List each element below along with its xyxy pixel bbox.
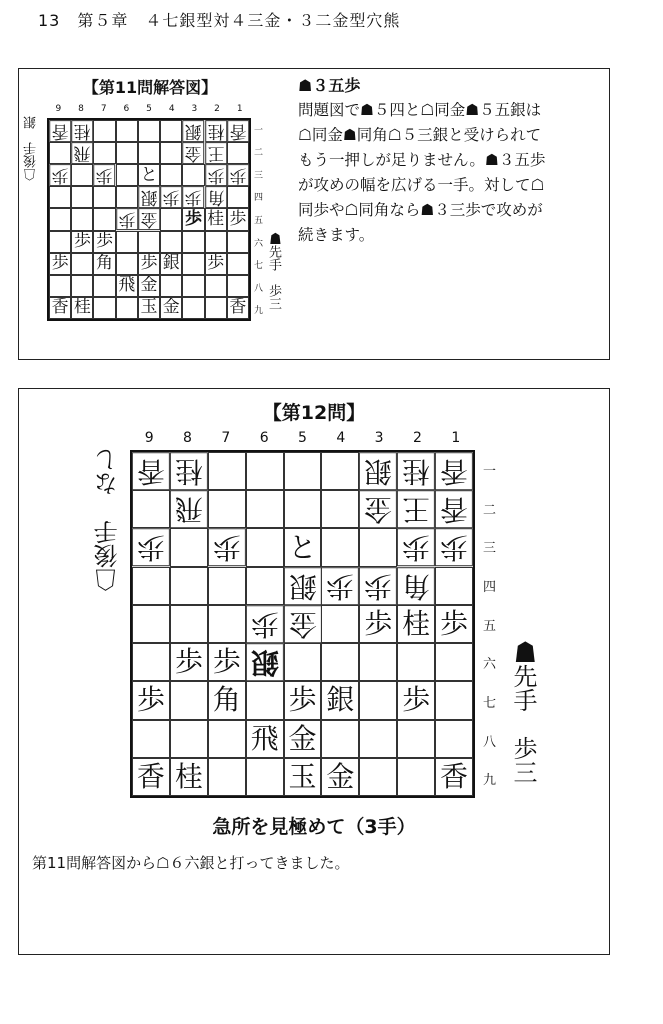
board-square <box>397 758 435 796</box>
sente-hand <box>506 640 541 784</box>
board-square <box>359 528 397 566</box>
board-square <box>208 567 246 605</box>
gote-pieces: なし <box>94 448 122 496</box>
board-square <box>71 275 93 297</box>
rank-number: 九 <box>483 773 497 789</box>
rank-number: 一 <box>254 125 264 136</box>
board-square <box>132 720 170 758</box>
shogi-piece: 銀 <box>160 253 182 275</box>
answer-diagram-title: 【第11問解答図】 <box>82 78 218 97</box>
board-square <box>49 186 71 208</box>
rank-number: 三 <box>483 541 497 557</box>
shogi-piece: 香 <box>49 120 71 142</box>
board-square <box>49 231 71 253</box>
shogi-piece: 歩 <box>182 208 204 230</box>
rank-number: 八 <box>483 734 497 750</box>
file-number: 5 <box>146 104 152 114</box>
file-number: 3 <box>374 430 384 446</box>
shogi-piece: 歩 <box>208 528 246 566</box>
board-square <box>435 720 473 758</box>
rank-number: 二 <box>254 148 264 159</box>
board-square <box>138 231 160 253</box>
shogi-piece: 金 <box>284 605 322 643</box>
shogi-piece: 歩 <box>182 186 204 208</box>
board-square <box>71 253 93 275</box>
shogi-piece: 歩 <box>132 681 170 719</box>
board-square <box>284 643 322 681</box>
board-square <box>359 758 397 796</box>
board-square <box>170 567 208 605</box>
page-header: 13 第５章 ４七銀型対４三金・３二金型穴熊 <box>38 11 401 30</box>
board-square <box>321 643 359 681</box>
shogi-piece: 銀 <box>138 186 160 208</box>
shogi-piece: 歩 <box>208 643 246 681</box>
board-square <box>93 142 115 164</box>
shogi-piece: 王 <box>397 490 435 528</box>
shogi-piece: 香 <box>132 452 170 490</box>
board-square <box>160 231 182 253</box>
board-square <box>160 164 182 186</box>
rank-number: 四 <box>483 579 497 595</box>
rank-number: 二 <box>483 502 497 518</box>
shogi-piece: 角 <box>93 253 115 275</box>
shogi-piece: 歩 <box>49 253 71 275</box>
shogi-piece: と <box>138 164 160 186</box>
board-square <box>132 605 170 643</box>
shogi-piece: 金 <box>160 297 182 319</box>
shogi-piece: 歩 <box>116 208 138 230</box>
shogi-piece: と <box>284 528 322 566</box>
board-square <box>182 231 204 253</box>
shogi-piece: 桂 <box>71 297 93 319</box>
shogi-piece: 歩 <box>160 186 182 208</box>
shogi-piece: 桂 <box>397 605 435 643</box>
board-square <box>246 758 284 796</box>
file-number: 1 <box>451 430 461 446</box>
board-square <box>227 275 249 297</box>
board-square <box>208 720 246 758</box>
file-number: 8 <box>78 104 84 114</box>
board-square <box>182 164 204 186</box>
board-square <box>49 208 71 230</box>
problem-board <box>130 450 475 798</box>
shogi-piece: 歩 <box>227 164 249 186</box>
rank-numbers <box>254 118 263 321</box>
board-square <box>227 186 249 208</box>
file-numbers <box>47 104 251 114</box>
shogi-piece: 歩 <box>435 605 473 643</box>
explanation-line: 同歩や☖同角なら☗３三歩で攻めが <box>298 201 543 219</box>
sente-pieces: 歩三 <box>266 284 281 310</box>
shogi-piece: 歩 <box>93 164 115 186</box>
board-square <box>205 231 227 253</box>
shogi-piece: 桂 <box>205 208 227 230</box>
gote-label: ☖後手 <box>24 142 39 181</box>
board-square <box>49 142 71 164</box>
board-square <box>132 643 170 681</box>
shogi-piece: 金 <box>359 490 397 528</box>
board-square <box>160 208 182 230</box>
rank-number: 一 <box>483 463 497 479</box>
board-square <box>116 120 138 142</box>
rank-number: 三 <box>254 170 264 181</box>
file-number: 7 <box>221 430 231 446</box>
shogi-piece: 桂 <box>170 452 208 490</box>
explanation-line: が攻めの幅を広げる一手。対して☖ <box>298 176 545 194</box>
board-square <box>182 253 204 275</box>
board-square <box>116 253 138 275</box>
board-square <box>71 208 93 230</box>
shogi-piece: 香 <box>227 297 249 319</box>
board-square <box>397 643 435 681</box>
board-square <box>132 567 170 605</box>
shogi-piece: 香 <box>132 758 170 796</box>
board-square <box>93 120 115 142</box>
shogi-piece: 金 <box>138 208 160 230</box>
board-square <box>170 528 208 566</box>
board-square <box>208 490 246 528</box>
board-square <box>138 142 160 164</box>
board-square <box>246 452 284 490</box>
board-square <box>160 120 182 142</box>
board-square <box>435 567 473 605</box>
rank-number: 七 <box>254 261 264 272</box>
shogi-piece: 玉 <box>138 297 160 319</box>
sente-hand <box>264 232 283 310</box>
board-square <box>321 452 359 490</box>
board-square <box>182 297 204 319</box>
shogi-piece: 銀 <box>321 681 359 719</box>
rank-number: 五 <box>254 216 264 227</box>
board-square <box>160 275 182 297</box>
file-number: 1 <box>236 104 243 114</box>
board-square <box>49 275 71 297</box>
shogi-piece: 歩 <box>170 643 208 681</box>
board-square <box>227 231 249 253</box>
board-square <box>435 681 473 719</box>
board-square <box>227 142 249 164</box>
shogi-piece: 歩 <box>205 253 227 275</box>
gote-pieces: 銀 <box>24 116 39 129</box>
shogi-piece: 香 <box>435 490 473 528</box>
sente-pieces: 歩三 <box>509 736 537 784</box>
shogi-piece: 歩 <box>132 528 170 566</box>
shogi-piece: 桂 <box>170 758 208 796</box>
board-square <box>116 231 138 253</box>
board-square <box>208 605 246 643</box>
answer-move: ☗３五歩 <box>298 76 361 95</box>
board-square <box>359 681 397 719</box>
shogi-piece: 金 <box>182 142 204 164</box>
shogi-piece: 金 <box>321 758 359 796</box>
shogi-piece: 銀 <box>284 567 322 605</box>
shogi-piece: 歩 <box>284 681 322 719</box>
board-square <box>321 605 359 643</box>
board-square <box>205 275 227 297</box>
shogi-piece: 角 <box>397 567 435 605</box>
file-number: 6 <box>123 104 130 114</box>
board-square <box>138 120 160 142</box>
board-square <box>116 142 138 164</box>
shogi-piece: 香 <box>435 452 473 490</box>
board-square <box>208 758 246 796</box>
shogi-piece: 歩 <box>359 567 397 605</box>
shogi-piece: 歩 <box>397 681 435 719</box>
board-square <box>227 253 249 275</box>
shogi-piece: 香 <box>49 297 71 319</box>
rank-number: 七 <box>483 695 497 711</box>
rank-number: 五 <box>483 618 497 634</box>
board-square <box>246 528 284 566</box>
explanation-line: 続きます。 <box>298 226 375 244</box>
shogi-piece: 飛 <box>246 720 284 758</box>
rank-number: 四 <box>254 193 264 204</box>
rank-number: 六 <box>483 657 497 673</box>
shogi-piece: 歩 <box>435 528 473 566</box>
answer-board <box>47 118 251 321</box>
file-number: 6 <box>259 430 269 446</box>
board-square <box>170 681 208 719</box>
board-square <box>93 297 115 319</box>
board-square <box>160 142 182 164</box>
shogi-piece: 歩 <box>246 605 284 643</box>
shogi-piece: 歩 <box>71 231 93 253</box>
shogi-piece: 桂 <box>205 120 227 142</box>
shogi-piece: 桂 <box>71 120 93 142</box>
shogi-piece: 飛 <box>170 490 208 528</box>
explanation-line: 問題図で☗５四と☖同金☗５五銀は <box>298 101 542 119</box>
rank-numbers <box>483 450 496 798</box>
shogi-piece: 歩 <box>397 528 435 566</box>
shogi-piece: 歩 <box>138 253 160 275</box>
shogi-piece: 歩 <box>205 164 227 186</box>
shogi-piece: 香 <box>435 758 473 796</box>
shogi-piece: 角 <box>208 681 246 719</box>
shogi-piece: 飛 <box>116 275 138 297</box>
board-square <box>93 208 115 230</box>
gote-hand <box>22 116 41 181</box>
sente-label: ☗先手 <box>509 640 537 712</box>
shogi-piece: 金 <box>284 720 322 758</box>
board-square <box>284 452 322 490</box>
file-number: 9 <box>144 430 154 446</box>
board-square <box>116 186 138 208</box>
board-square <box>116 297 138 319</box>
board-square <box>435 643 473 681</box>
shogi-piece: 角 <box>205 186 227 208</box>
shogi-piece: 金 <box>138 275 160 297</box>
board-square <box>208 452 246 490</box>
problem-subtitle: 急所を見極めて（3手） <box>212 816 416 838</box>
board-square <box>397 720 435 758</box>
file-number: 4 <box>336 430 346 446</box>
shogi-piece: 銀 <box>182 120 204 142</box>
file-number: 4 <box>168 104 175 114</box>
board-square <box>321 720 359 758</box>
board-square <box>246 490 284 528</box>
gote-hand <box>90 448 125 592</box>
file-number: 2 <box>413 430 422 446</box>
shogi-piece: 王 <box>205 142 227 164</box>
board-square <box>246 567 284 605</box>
shogi-piece: 銀 <box>359 452 397 490</box>
board-square <box>359 720 397 758</box>
board-square <box>93 275 115 297</box>
board-square <box>182 275 204 297</box>
gote-label: ☖後手 <box>94 520 122 592</box>
board-square <box>93 186 115 208</box>
board-square <box>246 681 284 719</box>
board-square <box>71 164 93 186</box>
file-numbers <box>130 430 475 446</box>
file-number: 3 <box>191 104 198 114</box>
shogi-piece: 歩 <box>93 231 115 253</box>
explanation-line: ☖同金☗同角☖５三銀と受けられて <box>298 126 542 144</box>
board-square <box>170 720 208 758</box>
shogi-piece: 歩 <box>227 208 249 230</box>
shogi-piece: 歩 <box>321 567 359 605</box>
board-square <box>284 490 322 528</box>
file-number: 8 <box>183 430 192 446</box>
shogi-piece: 香 <box>227 120 249 142</box>
board-square <box>132 490 170 528</box>
rank-number: 九 <box>254 306 264 317</box>
board-square <box>321 528 359 566</box>
board-square <box>321 490 359 528</box>
shogi-piece: 歩 <box>359 605 397 643</box>
shogi-piece: 桂 <box>397 452 435 490</box>
sente-label: ☗先手 <box>266 232 281 271</box>
shogi-piece: 歩 <box>49 164 71 186</box>
board-square <box>116 164 138 186</box>
file-number: 9 <box>55 104 62 114</box>
file-number: 2 <box>214 104 220 114</box>
shogi-piece: 飛 <box>71 142 93 164</box>
shogi-piece: 銀 <box>246 643 284 681</box>
board-square <box>205 297 227 319</box>
rank-number: 六 <box>254 238 264 249</box>
file-number: 7 <box>100 104 107 114</box>
shogi-piece: 玉 <box>284 758 322 796</box>
rank-number: 八 <box>254 283 264 294</box>
explanation-line: もう一押しが足りません。☗３五歩 <box>298 151 546 169</box>
answer-explanation <box>298 98 598 248</box>
board-square <box>359 643 397 681</box>
board-square <box>170 605 208 643</box>
problem-title: 【第12問】 <box>262 402 366 424</box>
file-number: 5 <box>298 430 307 446</box>
board-square <box>71 186 93 208</box>
problem-description: 第11問解答図から☖６六銀と打ってきました。 <box>32 854 350 872</box>
